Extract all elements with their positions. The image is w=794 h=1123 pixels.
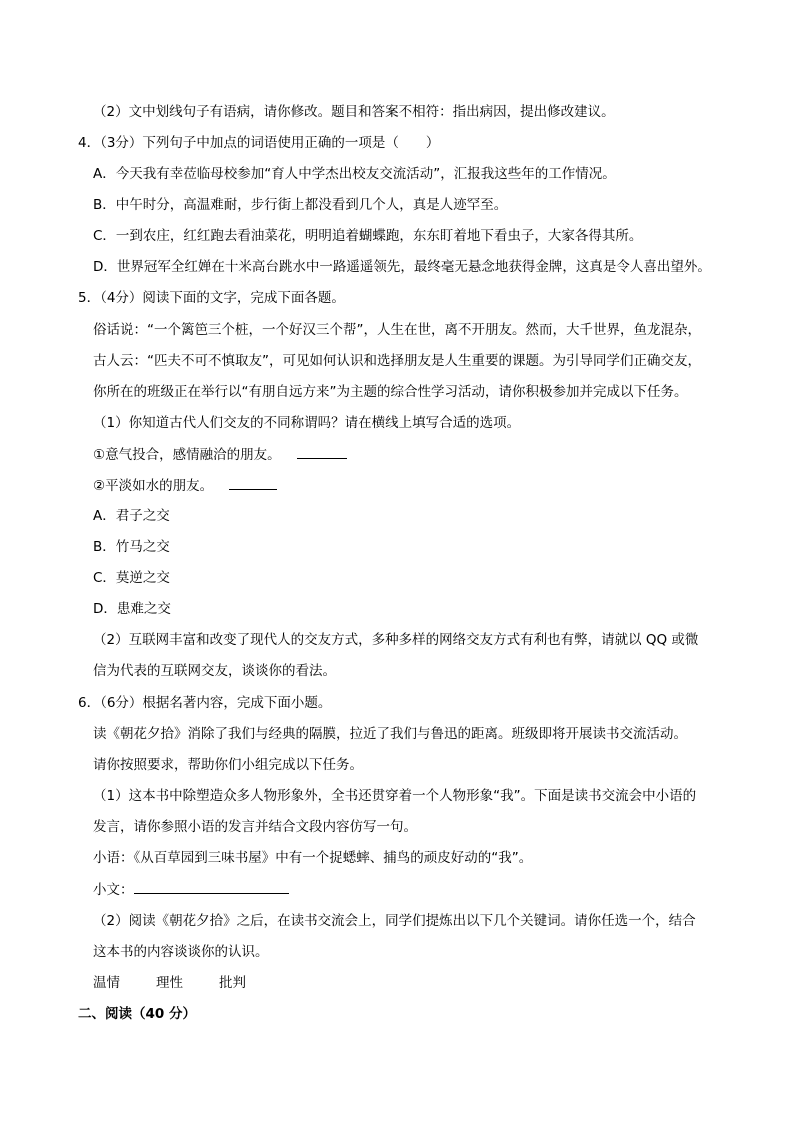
q4-option-a: A．今天我有幸莅临母校参加“育人中学杰出校友交流活动”，汇报我这些年的工作情况。 bbox=[93, 166, 616, 182]
q6-sub1-line-1: （1）这本书中除塑造众多人物形象外，全书还贯穿着一个人物形象“我”。下面是读书交流会中小语的 bbox=[93, 788, 697, 804]
q5-item-1: ①意气投合，感情融洽的朋友。 bbox=[93, 447, 281, 463]
q6-xiaowen-blank[interactable] bbox=[134, 879, 289, 894]
q5-sub2-line-1: （2）互联网丰富和改变了现代人的交友方式，多种多样的网络交友方式有利也有弊，请就以 QQ 或微 bbox=[93, 632, 699, 648]
q6-sub2-line-2: 这本书的内容谈谈你的认识。 bbox=[93, 944, 269, 960]
q5-item-1-blank[interactable] bbox=[297, 444, 347, 459]
q5-option-d: D．患难之交 bbox=[93, 601, 171, 617]
q5-sub2-line-2: 信为代表的互联网交友，谈谈你的看法。 bbox=[93, 663, 336, 679]
keyword-3: 批判 bbox=[219, 975, 246, 991]
q5-option-b: B．竹马之交 bbox=[93, 539, 170, 555]
q6-sub2-line-1: （2）阅读《朝花夕拾》之后，在读书交流会上，同学们提炼出以下几个关键词。请你任选一个，结合 bbox=[93, 913, 696, 929]
q6-xiaoyu: 小语：《从百草园到三味书屋》中有一个捉蟋蟀、捕鸟的顽皮好动的“我”。 bbox=[93, 850, 533, 866]
q6-intro-line-1: 读《朝花夕拾》消除了我们与经典的隔膜，拉近了我们与鲁迅的距离。班级即将开展读书交流活动。 bbox=[93, 726, 687, 742]
q6-xiaowen-label: 小文： bbox=[93, 882, 134, 898]
q6-sub1-line-2: 发言，请你参照小语的发言并结合文段内容仿写一句。 bbox=[93, 819, 417, 835]
q6-xiaowen-row bbox=[93, 879, 289, 900]
q5-item-2: ②平淡如水的朋友。 bbox=[93, 478, 214, 494]
q5-passage-line-1: 俗话说：“一个篱笆三个桩，一个好汉三个帮”，人生在世，离不开朋友。然而，大千世界，鱼龙混杂， bbox=[93, 322, 701, 338]
q6-intro-line-2: 请你按照要求，帮助你们小组完成以下任务。 bbox=[93, 757, 363, 773]
q4-option-c: C．一到农庄，红红跑去看油菜花，明明追着蝴蝶跑，东东盯着地下看虫子，大家各得其所。 bbox=[93, 228, 643, 244]
keyword-2: 理性 bbox=[156, 975, 183, 991]
q5-sub1: （1）你知道古代人们交友的不同称谓吗？请在横线上填写合适的选项。 bbox=[93, 415, 521, 431]
section-2-heading: 二、阅读（40 分） bbox=[78, 1006, 196, 1022]
q6-stem: 6．（6分）根据名著内容，完成下面小题。 bbox=[78, 695, 332, 711]
q4-option-b: B．中午时分，高温难耐，步行街上都没看到几个人，真是人迹罕至。 bbox=[93, 197, 508, 213]
q4-stem: 4．（3分）下列句子中加点的词语使用正确的一项是（ ） bbox=[78, 135, 440, 151]
q5-item-1-row bbox=[93, 444, 347, 465]
q5-item-2-blank[interactable] bbox=[229, 475, 277, 490]
q6-keywords bbox=[93, 973, 246, 993]
q4-option-d: D．世界冠军全红婵在十米高台跳水中一路遥遥领先，最终毫无悬念地获得金牌，这真是令人喜出望外。 bbox=[93, 259, 711, 275]
q5-passage-line-2: 古人云：“匹夫不可不慎取友”，可见如何认识和选择朋友是人生重要的课题。为引导同学们正确交友， bbox=[93, 353, 701, 369]
keyword-1: 温情 bbox=[93, 975, 120, 991]
q5-option-c: C．莫逆之交 bbox=[93, 570, 170, 586]
q3-sub2-text: （2）文中划线句子有语病，请你修改。题目和答案不相符：指出病因，提出修改建议。 bbox=[93, 104, 615, 120]
q5-item-2-row bbox=[93, 475, 277, 496]
q5-stem: 5．（4分）阅读下面的文字，完成下面各题。 bbox=[78, 290, 345, 306]
q5-passage-line-3: 你所在的班级正在举行以“有朋自远方来”为主题的综合性学习活动，请你积极参加并完成以下任务。 bbox=[93, 384, 688, 400]
q5-option-a: A．君子之交 bbox=[93, 508, 170, 524]
